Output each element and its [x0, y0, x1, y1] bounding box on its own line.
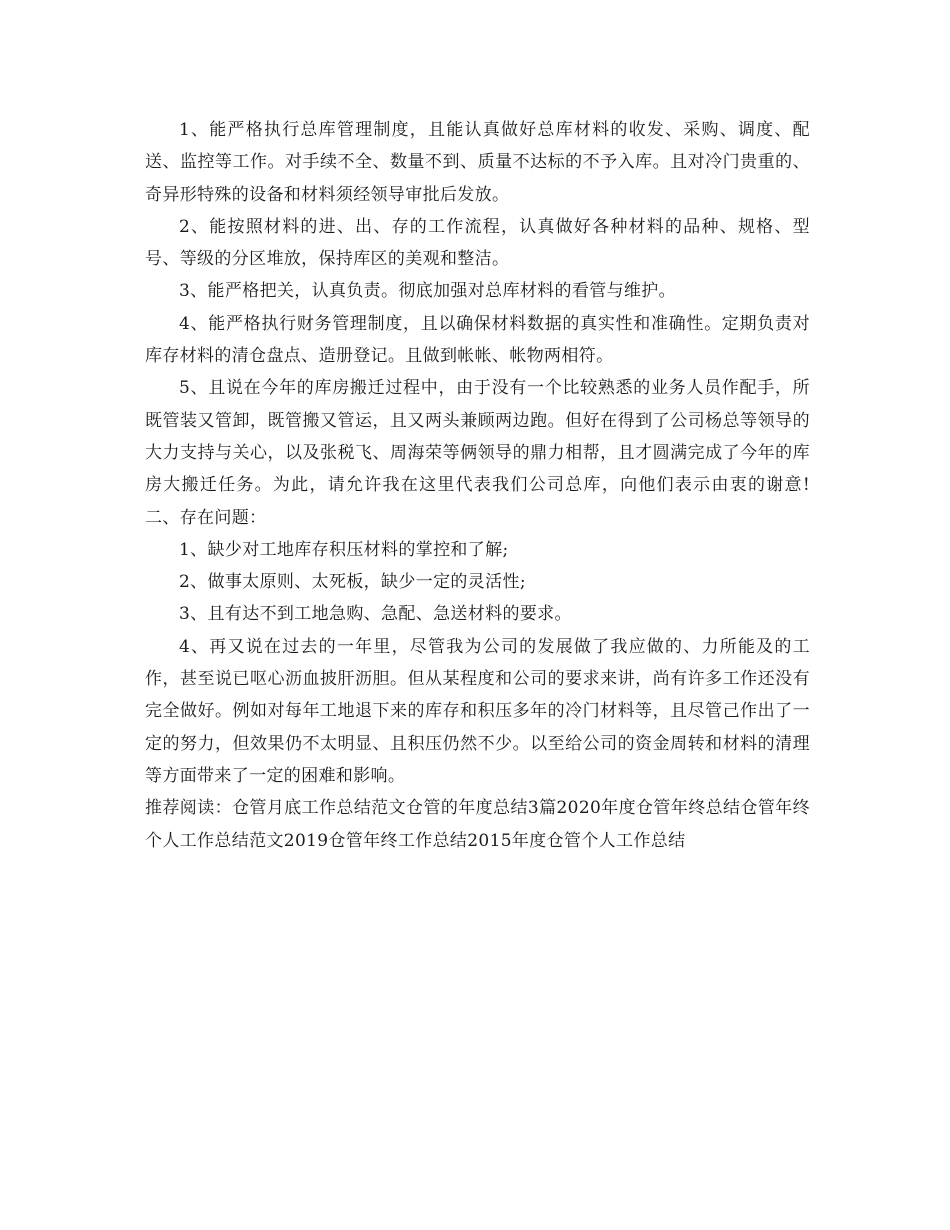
paragraph-item-5: 5、且说在今年的库房搬迁过程中，由于没有一个比较熟悉的业务人员作配手，所既管装又管卸，既管搬又管运，且又两头兼顾两边跑。但好在得到了公司杨总等领导的大力支持与关心，以及张税飞、周海荣等俩领导的鼎力相帮，且才圆满完成了今年的库房大搬迁任务。为此，请允许我在这里代表我们公司总库，向他们表示由衷的谢意!二、存在问题：	[145, 378, 810, 528]
paragraph-item-2: 2、能按照材料的进、出、存的工作流程，认真做好各种材料的品种、规格、型号、等级的分区堆放，保持库区的美观和整洁。	[145, 216, 810, 270]
problem-item-1: 1、缺少对工地库存积压材料的掌控和了解;	[179, 539, 509, 560]
recommended-reading: 推荐阅读：仓管月底工作总结范文仓管的年度总结3篇2020年度仓管年终总结仓管年终个人工作总结范文2019仓管年终工作总结2015年度仓管个人工作总结	[145, 798, 810, 851]
paragraph-item-1: 1、能严格执行总库管理制度，且能认真做好总库材料的收发、采购、调度、配送、监控等工作。对手续不全、数量不到、质量不达标的不予入库。且对冷门贵重的、奇异形特殊的设备和材料须经领导审批后发放。	[145, 120, 810, 205]
document-body	[145, 114, 810, 857]
paragraph-item-4: 4、能严格执行财务管理制度，且以确保材料数据的真实性和准确性。定期负责对库存材料的清仓盘点、造册登记。且做到帐帐、帐物两相符。	[145, 313, 810, 367]
paragraph-item-3: 3、能严格把关，认真负责。彻底加强对总库材料的看管与维护。	[179, 281, 676, 302]
problem-item-2: 2、做事太原则、太死板，缺少一定的灵活性;	[179, 572, 526, 593]
problem-item-4: 4、再又说在过去的一年里，尽管我为公司的发展做了我应做的、力所能及的工作，甚至说已呕心沥血披肝沥胆。但从某程度和公司的要求来讲，尚有许多工作还没有完全做好。例如对每年工地退下来的库存和积压多年的冷门材料等，且尽管己作出了一定的努力，但效果仍不太明显、且积压仍然不少。以至给公司的资金周转和材料的清理等方面带来了一定的困难和影响。	[145, 636, 810, 786]
problem-item-3: 3、且有达不到工地急购、急配、急送材料的要求。	[179, 604, 572, 625]
